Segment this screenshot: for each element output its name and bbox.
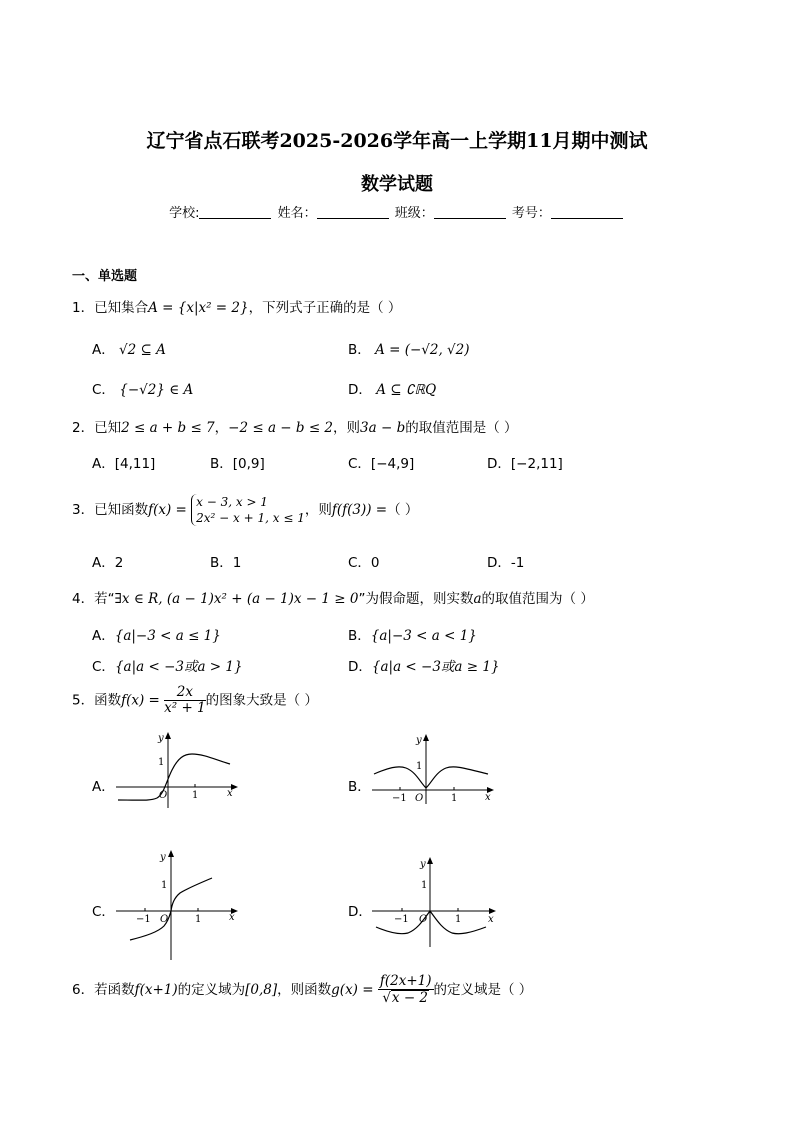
school-label: 学校: [169, 206, 200, 221]
svg-text:1: 1 [416, 761, 423, 772]
exam-subtitle: 数学试题 [361, 174, 433, 195]
q4-option-c: C．{a|a < −3或a > 1} [92, 659, 243, 675]
svg-text:1: 1 [192, 790, 199, 801]
q5-graph-d [368, 855, 503, 950]
q5-option-b-label: B． [348, 779, 371, 795]
curve-d [376, 911, 486, 934]
svg-text:1: 1 [158, 757, 165, 768]
q1-option-a: A． √2 ⊆ A [92, 342, 166, 358]
q3-piecewise: x − 3, x > 1 2x² − x + 1, x ≤ 1 [191, 494, 305, 526]
q5-graph-a [112, 730, 242, 810]
y-arrow-icon [168, 850, 174, 857]
q4-option-b: B．{a|−3 < a < 1} [348, 628, 477, 644]
svg-text:y: y [420, 859, 426, 870]
q1-set: A = {x|x² = 2} [148, 300, 249, 316]
q1-option-c: C． {−√2} ∈ A [92, 382, 194, 398]
curve-a [118, 754, 230, 800]
svg-text:1: 1 [451, 793, 458, 804]
svg-text:O: O [159, 790, 168, 801]
svg-text:1: 1 [195, 914, 202, 925]
svg-text:O: O [415, 793, 424, 804]
y-arrow-icon [423, 734, 429, 741]
svg-text:−1: −1 [392, 793, 407, 804]
svg-text:−1: −1 [136, 914, 151, 925]
class-label: 班级： [394, 206, 434, 221]
name-label: 姓名： [277, 206, 317, 221]
question-6-stem: 6．若函数f(x+1)的定义域为[0,8]，则函数g(x) = $\frac{f(2x+1)}{√x - 2}$ 的定义域是（ ） [72, 973, 533, 1006]
section-heading: 一、单选题 [72, 269, 138, 284]
student-info-row [0, 202, 794, 221]
exam-number-blank [551, 206, 623, 219]
q4-option-a: A．{a|−3 < a ≤ 1} [92, 628, 221, 644]
q4-option-d: D．{a|a < −3或a ≥ 1} [348, 659, 500, 675]
q5-option-c-label: C． [92, 904, 115, 920]
question-4-stem: 4．若“∃x ∈ R, (a − 1)x² + (a − 1)x − 1 ≥ 0”为假命题，则实数a的取值范围为（ ） [72, 591, 594, 607]
svg-text:x: x [229, 912, 235, 923]
question-5-stem: 5．函数f(x) = $\frac{2x}{\text{x² + 1}}$ 的图象大致是（ ） [72, 684, 318, 716]
svg-text:y: y [416, 735, 422, 746]
q1-option-d: D． A ⊆ ∁ℝQ [348, 382, 437, 398]
q3-option-c: C．0 [348, 555, 380, 571]
svg-text:O: O [160, 914, 169, 925]
q5-graph-c [112, 848, 242, 963]
q5-option-d-label: D． [348, 904, 372, 920]
svg-text:1: 1 [455, 914, 462, 925]
class-blank [434, 206, 506, 219]
school-blank [199, 206, 271, 219]
q3-option-a: A．2 [92, 555, 124, 571]
y-arrow-icon [427, 857, 433, 864]
q2-option-b: B．[0,9] [210, 456, 265, 472]
question-2-stem: 2．已知2 ≤ a + b ≤ 7，−2 ≤ a − b ≤ 2，则3a − b的取值范围是（ ） [72, 420, 518, 436]
svg-text:1: 1 [421, 880, 428, 891]
curve-b [374, 767, 488, 788]
q3-option-b: B．1 [210, 555, 242, 571]
q5-option-a-label: A． [92, 779, 115, 795]
q1-option-b: B． A = (−√2, √2) [348, 342, 470, 358]
svg-text:x: x [488, 914, 494, 925]
name-blank [317, 206, 389, 219]
svg-text:O: O [419, 914, 428, 925]
q2-option-d: D．[−2,11] [487, 456, 563, 472]
question-1-stem: 1．已知集合A = {x|x² = 2}，下列式子正确的是（ ） [72, 300, 402, 316]
svg-text:1: 1 [161, 880, 168, 891]
exam-title: 辽宁省点石联考2025-2026学年高一上学期11月期中测试 [146, 130, 648, 152]
question-3-stem: 3．已知函数f(x) = x − 3, x > 1 2x² − x + 1, x ≤ 1 ，则f(f(3)) =（ ） [72, 495, 419, 525]
svg-text:x: x [227, 788, 233, 799]
svg-text:y: y [158, 733, 164, 744]
exam-number-label: 考号： [511, 206, 551, 221]
q5-graph-b [368, 732, 503, 807]
y-arrow-icon [165, 732, 171, 739]
q2-option-c: C．[−4,9] [348, 456, 415, 472]
q6-fraction: $\frac{f(2x+1)}{√x - 2}$ [379, 973, 432, 1006]
svg-text:x: x [485, 792, 491, 803]
q2-option-a: A．[4,11] [92, 456, 156, 472]
svg-text:−1: −1 [394, 914, 409, 925]
svg-text:y: y [160, 852, 166, 863]
q5-fraction: $\frac{2x}{\text{x² + 1}}$ [164, 684, 206, 716]
q3-option-d: D．-1 [487, 555, 525, 571]
